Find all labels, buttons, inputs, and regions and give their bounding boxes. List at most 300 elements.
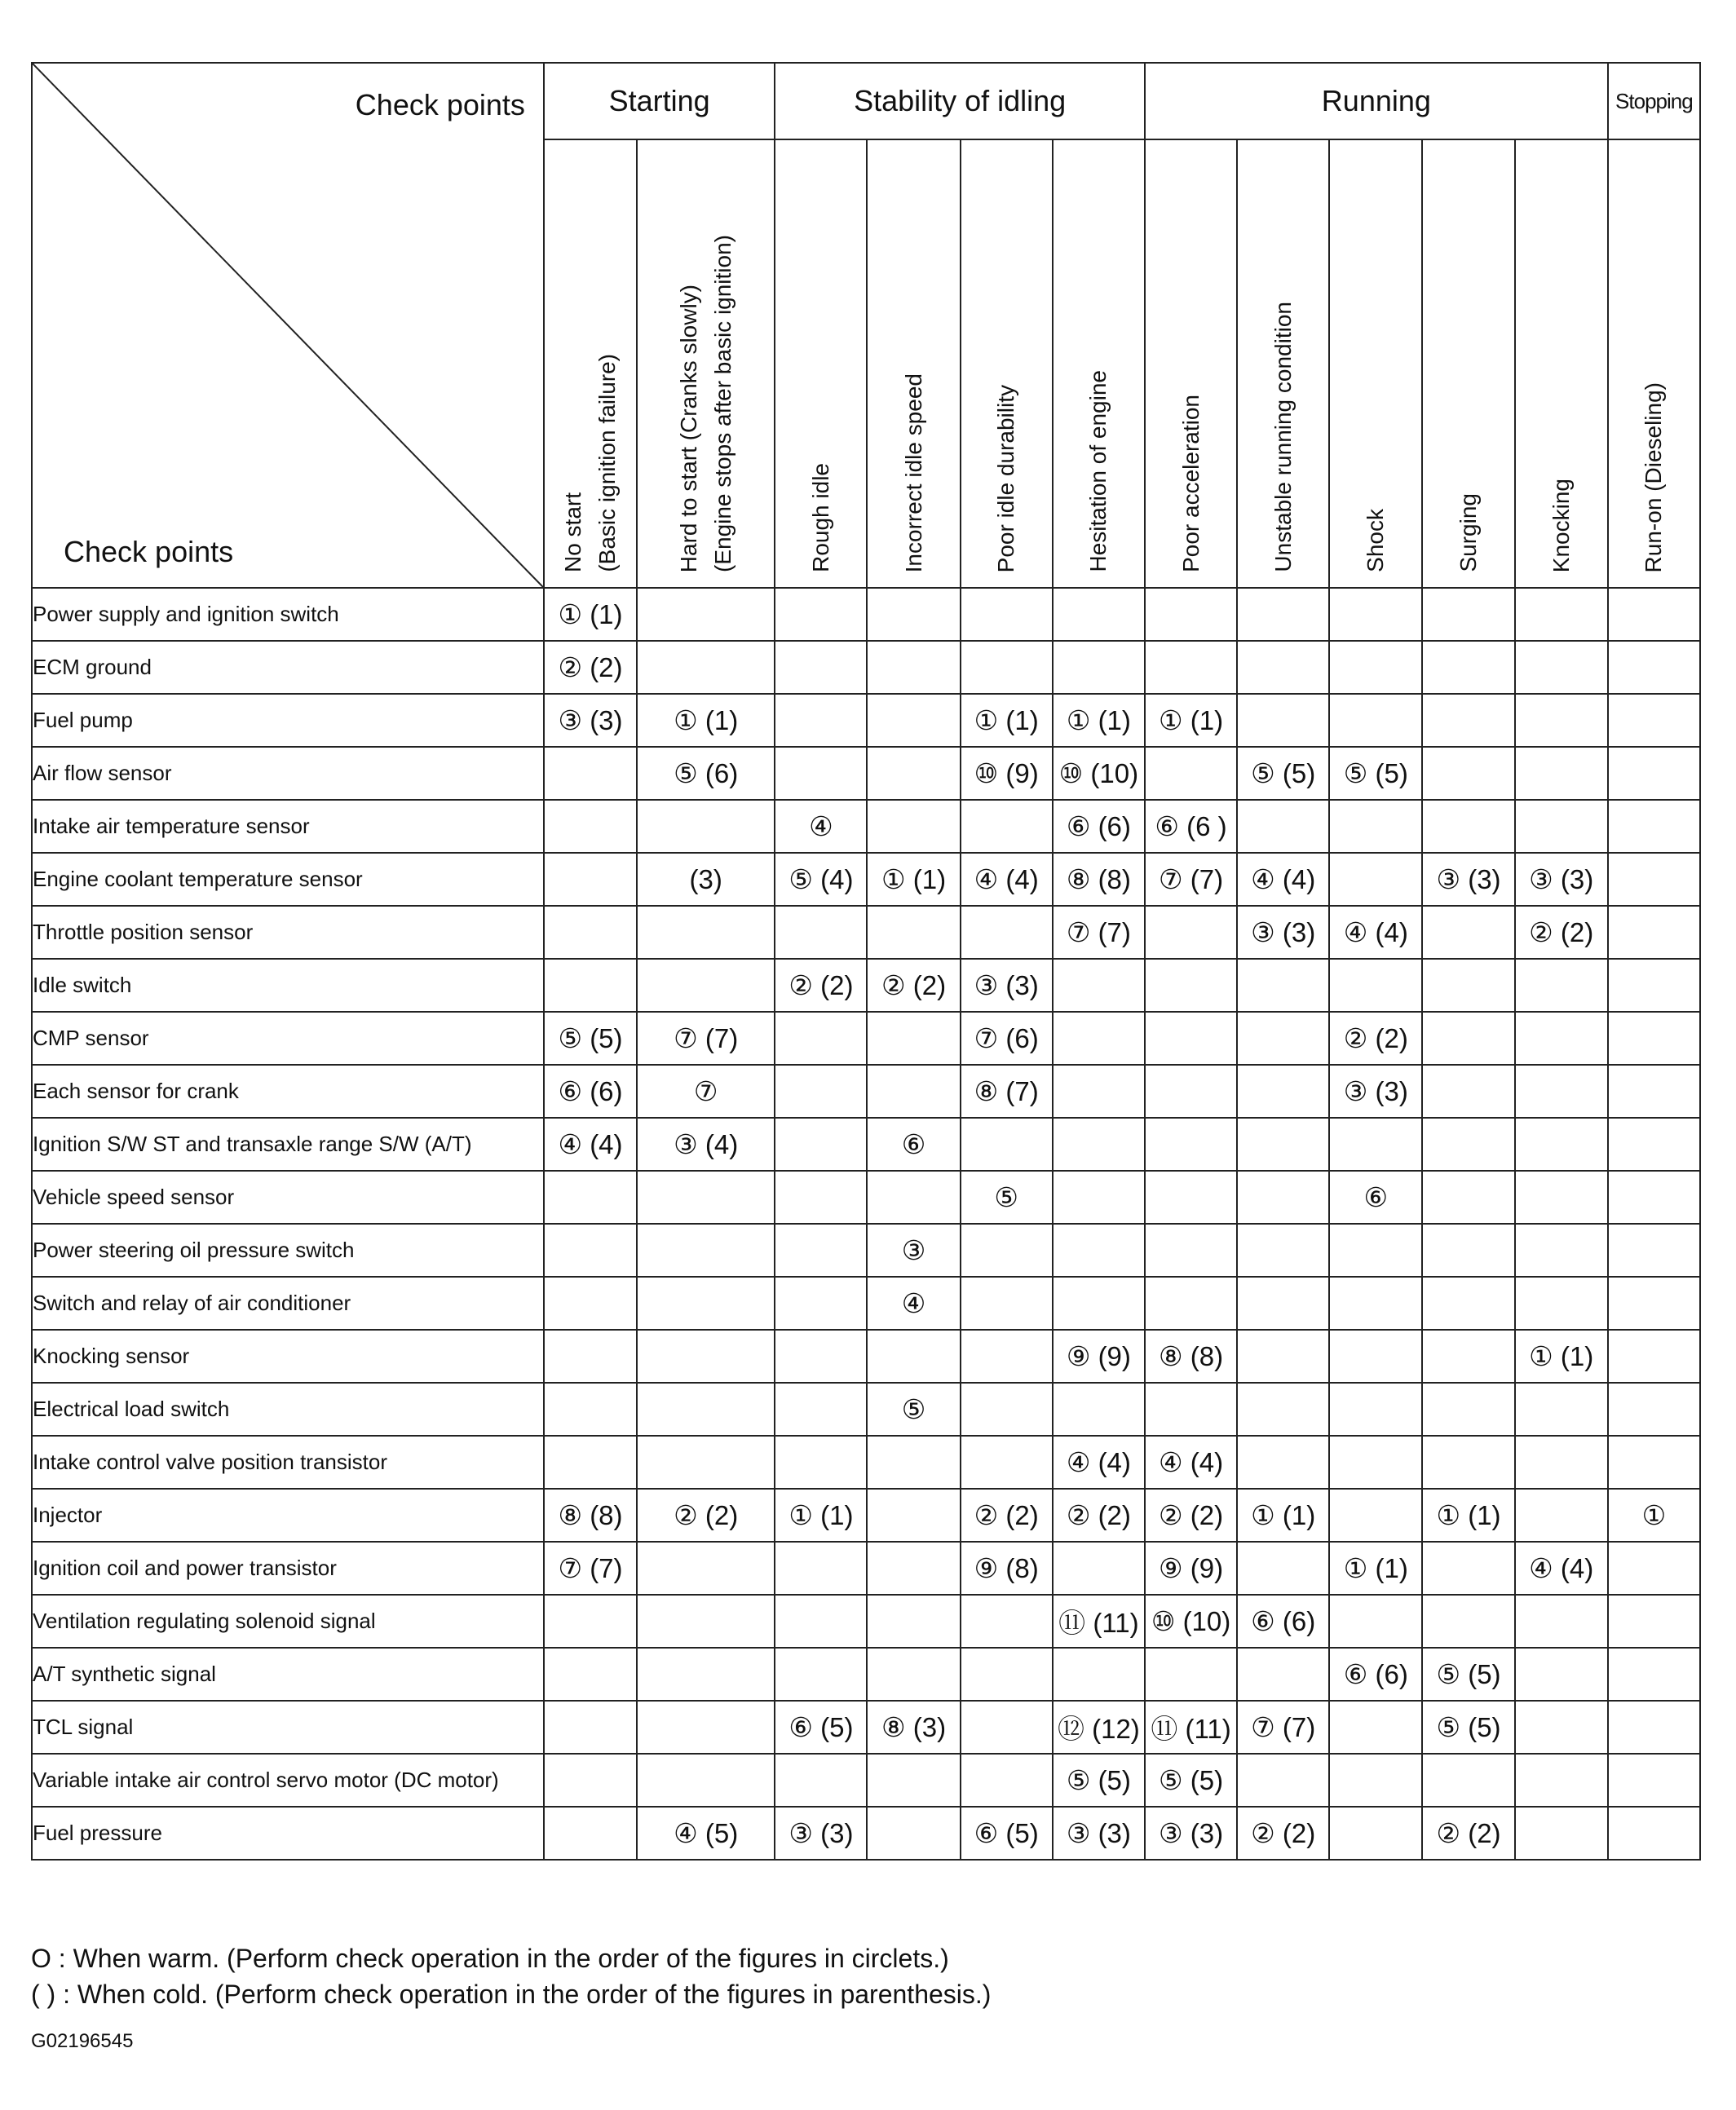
- check-order-cell: [1515, 1065, 1608, 1118]
- check-order-cell: [1145, 1171, 1237, 1224]
- check-item-label: Ignition S/W ST and transaxle range S/W (A/T): [32, 1118, 544, 1171]
- check-order-cell: ⑥: [867, 1118, 960, 1171]
- check-order-cell: [775, 1648, 867, 1701]
- check-order-cell: [1329, 1436, 1422, 1489]
- check-order-cell: ④: [775, 800, 867, 853]
- table-row: [32, 1595, 1700, 1648]
- check-order-cell: [1515, 1383, 1608, 1436]
- check-order-cell: [1329, 1277, 1422, 1330]
- check-order-cell: [1329, 1489, 1422, 1542]
- check-order-cell: [1145, 1383, 1237, 1436]
- check-order-cell: ⑥ (5): [775, 1701, 867, 1754]
- check-order-cell: ③ (3): [1329, 1065, 1422, 1118]
- check-order-cell: ③ (3): [775, 1807, 867, 1860]
- check-order-cell: [1145, 747, 1237, 800]
- check-item-label: TCL signal: [32, 1701, 544, 1754]
- check-item-label: Throttle position sensor: [32, 906, 544, 959]
- check-order-cell: ⑦ (7): [1053, 906, 1145, 959]
- table-row: [32, 1171, 1700, 1224]
- check-order-cell: [961, 1118, 1053, 1171]
- table-row: [32, 1754, 1700, 1807]
- check-order-cell: [1422, 800, 1514, 853]
- check-order-cell: [1237, 588, 1329, 641]
- check-order-cell: [637, 1754, 775, 1807]
- table-row: [32, 1542, 1700, 1595]
- check-order-cell: ⑤ (4): [775, 853, 867, 906]
- check-order-cell: [1145, 906, 1237, 959]
- check-order-cell: [1608, 1436, 1700, 1489]
- column-axis-label: Check points: [355, 88, 525, 121]
- check-order-cell: [775, 1595, 867, 1648]
- table-row: [32, 1701, 1700, 1754]
- check-order-cell: [1608, 1118, 1700, 1171]
- check-order-cell: [1515, 1754, 1608, 1807]
- check-order-cell: [1422, 1754, 1514, 1807]
- check-order-cell: ⑧ (3): [867, 1701, 960, 1754]
- check-order-cell: ② (2): [1329, 1012, 1422, 1065]
- table-row: [32, 1489, 1700, 1542]
- check-order-cell: [1608, 1171, 1700, 1224]
- check-item-label: Vehicle speed sensor: [32, 1171, 544, 1224]
- footer: [31, 1940, 991, 2053]
- check-order-cell: [544, 1330, 637, 1383]
- check-order-cell: [1053, 959, 1145, 1012]
- check-order-cell: [1515, 747, 1608, 800]
- check-order-cell: ④ (4): [1329, 906, 1422, 959]
- check-order-cell: [1515, 959, 1608, 1012]
- check-order-cell: [1422, 1277, 1514, 1330]
- check-order-cell: [1237, 641, 1329, 694]
- check-order-cell: [637, 641, 775, 694]
- check-item-label: Fuel pressure: [32, 1807, 544, 1860]
- group-starting: Starting: [544, 63, 775, 139]
- check-order-cell: [1237, 1065, 1329, 1118]
- table-row: [32, 1012, 1700, 1065]
- check-order-cell: [1608, 853, 1700, 906]
- check-order-cell: [1608, 906, 1700, 959]
- check-order-cell: ② (2): [867, 959, 960, 1012]
- check-order-cell: [775, 694, 867, 747]
- check-order-cell: ① (1): [1422, 1489, 1514, 1542]
- column-header-text: Surging: [1456, 493, 1481, 572]
- check-order-cell: [775, 588, 867, 641]
- check-order-cell: [1515, 1171, 1608, 1224]
- check-order-cell: ② (2): [637, 1489, 775, 1542]
- check-order-cell: [775, 1118, 867, 1171]
- check-order-cell: ⑥ (6): [1237, 1595, 1329, 1648]
- check-order-cell: ① (1): [867, 853, 960, 906]
- check-order-cell: [1145, 1648, 1237, 1701]
- group-stopping: Stopping: [1608, 63, 1700, 139]
- check-order-cell: [1237, 1383, 1329, 1436]
- check-order-cell: [1515, 1648, 1608, 1701]
- table-row: [32, 906, 1700, 959]
- check-order-cell: ④ (4): [1053, 1436, 1145, 1489]
- check-order-cell: [867, 747, 960, 800]
- check-order-cell: [775, 1330, 867, 1383]
- check-order-cell: [1515, 588, 1608, 641]
- check-order-cell: [1237, 800, 1329, 853]
- table-row: [32, 1436, 1700, 1489]
- check-item-label: ECM ground: [32, 641, 544, 694]
- column-header: [544, 139, 637, 588]
- column-header-text: Knocking: [1548, 478, 1574, 572]
- check-order-cell: ④ (4): [961, 853, 1053, 906]
- check-order-cell: [775, 1383, 867, 1436]
- check-order-cell: [1515, 1595, 1608, 1648]
- check-order-cell: [1329, 1118, 1422, 1171]
- check-order-cell: [1608, 959, 1700, 1012]
- check-order-cell: [1422, 1012, 1514, 1065]
- check-order-cell: [961, 1701, 1053, 1754]
- check-order-cell: [1053, 1648, 1145, 1701]
- check-order-cell: ⑤ (5): [1145, 1754, 1237, 1807]
- check-order-cell: ⑤ (5): [1329, 747, 1422, 800]
- check-order-cell: ⑨ (8): [961, 1542, 1053, 1595]
- check-order-cell: [1329, 1754, 1422, 1807]
- check-order-cell: [1329, 1330, 1422, 1383]
- check-points-table: [31, 62, 1701, 1861]
- check-order-cell: [1608, 1807, 1700, 1860]
- column-header-text: Shock: [1363, 509, 1389, 572]
- check-order-cell: [1237, 959, 1329, 1012]
- check-item-label: CMP sensor: [32, 1012, 544, 1065]
- column-header: [867, 139, 960, 588]
- check-order-cell: [1608, 641, 1700, 694]
- check-order-cell: ① (1): [1515, 1330, 1608, 1383]
- column-header-text: Incorrect idle speed: [900, 373, 926, 572]
- check-order-cell: [1053, 1277, 1145, 1330]
- check-order-cell: [1329, 1224, 1422, 1277]
- check-order-cell: [867, 694, 960, 747]
- check-order-cell: [637, 1171, 775, 1224]
- column-header-text: Poor idle durability: [993, 384, 1019, 572]
- check-order-cell: ⑥ (5): [961, 1807, 1053, 1860]
- check-order-cell: [1608, 1012, 1700, 1065]
- check-order-cell: [1515, 800, 1608, 853]
- check-order-cell: [867, 906, 960, 959]
- check-item-label: Ignition coil and power transistor: [32, 1542, 544, 1595]
- check-order-cell: [1237, 1648, 1329, 1701]
- check-order-cell: [867, 1542, 960, 1595]
- check-order-cell: [961, 1224, 1053, 1277]
- table-row: [32, 959, 1700, 1012]
- check-order-cell: [1422, 1118, 1514, 1171]
- check-order-cell: [544, 1436, 637, 1489]
- check-order-cell: [544, 853, 637, 906]
- check-order-cell: [1422, 1330, 1514, 1383]
- check-order-cell: [1608, 1701, 1700, 1754]
- check-order-cell: ⑤ (5): [1422, 1701, 1514, 1754]
- check-order-cell: [775, 1277, 867, 1330]
- check-order-cell: [867, 1595, 960, 1648]
- check-order-cell: [1422, 906, 1514, 959]
- check-order-cell: [544, 1171, 637, 1224]
- group-stability-of-idling: Stability of idling: [775, 63, 1145, 139]
- check-order-cell: [1422, 1383, 1514, 1436]
- check-order-cell: [1329, 641, 1422, 694]
- check-order-cell: [1422, 1224, 1514, 1277]
- check-order-cell: [1422, 641, 1514, 694]
- table-row: [32, 1330, 1700, 1383]
- table-row: [32, 1065, 1700, 1118]
- check-order-cell: ①: [1608, 1489, 1700, 1542]
- check-order-cell: [961, 1330, 1053, 1383]
- column-header-text: (Engine stops after basic ignition): [709, 235, 735, 572]
- column-header-text: (Basic ignition failure): [594, 354, 620, 572]
- check-item-label: Intake air temperature sensor: [32, 800, 544, 853]
- check-order-cell: [1329, 959, 1422, 1012]
- check-order-cell: ② (2): [775, 959, 867, 1012]
- check-order-cell: [961, 1436, 1053, 1489]
- check-order-cell: [1053, 588, 1145, 641]
- check-order-cell: [867, 1330, 960, 1383]
- check-order-cell: [1237, 1118, 1329, 1171]
- table-row: [32, 1648, 1700, 1701]
- check-item-label: Knocking sensor: [32, 1330, 544, 1383]
- check-order-cell: ⑪ (11): [1053, 1595, 1145, 1648]
- table-row: [32, 747, 1700, 800]
- check-order-cell: [1237, 1436, 1329, 1489]
- check-order-cell: [1608, 1595, 1700, 1648]
- check-order-cell: [637, 1648, 775, 1701]
- check-order-cell: [1329, 1807, 1422, 1860]
- check-item-label: Injector: [32, 1489, 544, 1542]
- check-item-label: Power supply and ignition switch: [32, 588, 544, 641]
- check-order-cell: [1608, 588, 1700, 641]
- check-order-cell: [637, 588, 775, 641]
- column-header: [961, 139, 1053, 588]
- check-order-cell: [637, 1330, 775, 1383]
- check-order-cell: [544, 959, 637, 1012]
- check-order-cell: [1329, 694, 1422, 747]
- check-order-cell: [1053, 1012, 1145, 1065]
- check-order-cell: [1145, 1118, 1237, 1171]
- check-item-label: Idle switch: [32, 959, 544, 1012]
- check-item-label: Engine coolant temperature sensor: [32, 853, 544, 906]
- check-order-cell: [1422, 959, 1514, 1012]
- check-order-cell: [1145, 1277, 1237, 1330]
- check-item-label: A/T synthetic signal: [32, 1648, 544, 1701]
- check-order-cell: ⑤ (5): [544, 1012, 637, 1065]
- check-order-cell: [637, 800, 775, 853]
- check-order-cell: ⑦ (6): [961, 1012, 1053, 1065]
- check-order-cell: ⑥ (6): [1329, 1648, 1422, 1701]
- check-order-cell: [544, 1648, 637, 1701]
- table-row: [32, 1807, 1700, 1860]
- column-header: [1053, 139, 1145, 588]
- check-order-cell: [1053, 1383, 1145, 1436]
- check-order-cell: [637, 1701, 775, 1754]
- check-order-cell: ① (1): [1329, 1542, 1422, 1595]
- check-order-cell: [1608, 800, 1700, 853]
- check-order-cell: [1422, 1171, 1514, 1224]
- check-order-cell: [1422, 1542, 1514, 1595]
- check-item-label: Switch and relay of air conditioner: [32, 1277, 544, 1330]
- check-order-cell: [544, 1595, 637, 1648]
- column-header: [775, 139, 867, 588]
- check-item-label: Variable intake air control servo motor (DC motor): [32, 1754, 544, 1807]
- check-order-cell: [961, 1277, 1053, 1330]
- check-order-cell: [637, 1542, 775, 1595]
- check-order-cell: [544, 1701, 637, 1754]
- check-item-label: Intake control valve position transistor: [32, 1436, 544, 1489]
- check-order-cell: [1422, 1595, 1514, 1648]
- check-order-cell: [775, 1542, 867, 1595]
- check-order-cell: [544, 1224, 637, 1277]
- check-order-cell: [961, 1595, 1053, 1648]
- check-order-cell: ① (1): [961, 694, 1053, 747]
- check-order-cell: ⑧ (8): [1145, 1330, 1237, 1383]
- check-order-cell: [1053, 641, 1145, 694]
- check-order-cell: ⑪ (11): [1145, 1701, 1237, 1754]
- check-item-label: Each sensor for crank: [32, 1065, 544, 1118]
- check-order-cell: ② (2): [1145, 1489, 1237, 1542]
- table-row: [32, 694, 1700, 747]
- check-item-label: Air flow sensor: [32, 747, 544, 800]
- check-order-cell: [544, 1807, 637, 1860]
- check-order-cell: [1329, 1595, 1422, 1648]
- check-order-cell: [544, 906, 637, 959]
- check-order-cell: ④ (4): [1515, 1542, 1608, 1595]
- check-order-cell: [961, 1754, 1053, 1807]
- check-order-cell: ③ (3): [1515, 853, 1608, 906]
- check-order-cell: [1237, 1171, 1329, 1224]
- check-order-cell: [1145, 959, 1237, 1012]
- check-order-cell: ⑧ (7): [961, 1065, 1053, 1118]
- check-order-cell: [1237, 1224, 1329, 1277]
- check-item-label: Ventilation regulating solenoid signal: [32, 1595, 544, 1648]
- check-order-cell: [1145, 641, 1237, 694]
- check-order-cell: ③ (3): [1053, 1807, 1145, 1860]
- check-order-cell: [1329, 1701, 1422, 1754]
- check-order-cell: [961, 588, 1053, 641]
- check-order-cell: ③ (3): [1422, 853, 1514, 906]
- check-order-cell: ② (2): [1515, 906, 1608, 959]
- check-order-cell: ⑨ (9): [1145, 1542, 1237, 1595]
- check-order-cell: ⑩ (9): [961, 747, 1053, 800]
- check-order-cell: ⑥: [1329, 1171, 1422, 1224]
- check-order-cell: [637, 906, 775, 959]
- check-order-cell: [961, 906, 1053, 959]
- check-order-cell: ⑧ (8): [1053, 853, 1145, 906]
- check-order-cell: [1515, 1118, 1608, 1171]
- check-order-cell: [1608, 1277, 1700, 1330]
- check-order-cell: [1608, 747, 1700, 800]
- check-order-cell: [775, 1171, 867, 1224]
- column-header-text: No start: [559, 492, 585, 572]
- check-order-cell: ④ (4): [1145, 1436, 1237, 1489]
- check-order-cell: ④ (5): [637, 1807, 775, 1860]
- check-order-cell: [1053, 1224, 1145, 1277]
- check-order-cell: [1422, 588, 1514, 641]
- check-order-cell: [867, 588, 960, 641]
- check-item-label: Power steering oil pressure switch: [32, 1224, 544, 1277]
- check-order-cell: [1422, 747, 1514, 800]
- check-order-cell: [1515, 1807, 1608, 1860]
- check-order-cell: [1608, 694, 1700, 747]
- check-order-cell: [867, 1012, 960, 1065]
- check-order-cell: ③ (3): [961, 959, 1053, 1012]
- check-order-cell: [867, 1807, 960, 1860]
- check-order-cell: ⑤: [867, 1383, 960, 1436]
- row-axis-label: Check points: [64, 535, 234, 568]
- check-item-label: Fuel pump: [32, 694, 544, 747]
- check-order-cell: [1515, 1224, 1608, 1277]
- check-order-cell: [1515, 694, 1608, 747]
- check-order-cell: ⑦: [637, 1065, 775, 1118]
- check-order-cell: [961, 1648, 1053, 1701]
- column-header: [1145, 139, 1237, 588]
- check-order-cell: [1329, 588, 1422, 641]
- column-header: [637, 139, 775, 588]
- table-row: [32, 800, 1700, 853]
- check-order-cell: ① (1): [637, 694, 775, 747]
- check-order-cell: ③ (3): [1145, 1807, 1237, 1860]
- column-header: [1237, 139, 1329, 588]
- table-row: [32, 588, 1700, 641]
- group-running: Running: [1145, 63, 1608, 139]
- check-order-cell: [544, 1383, 637, 1436]
- figure-code: G02196545: [31, 2030, 134, 2052]
- check-order-cell: [1329, 1383, 1422, 1436]
- check-order-cell: ⑤ (5): [1237, 747, 1329, 800]
- check-order-cell: [637, 1595, 775, 1648]
- check-order-cell: [1237, 694, 1329, 747]
- check-order-cell: [775, 641, 867, 694]
- column-header: [1515, 139, 1608, 588]
- check-order-cell: ⑤ (5): [1053, 1754, 1145, 1807]
- check-order-cell: [637, 959, 775, 1012]
- column-header: [1422, 139, 1514, 588]
- check-order-cell: [1237, 1754, 1329, 1807]
- check-order-cell: ② (2): [1237, 1807, 1329, 1860]
- column-header: [1608, 139, 1700, 588]
- table-row: [32, 853, 1700, 906]
- check-order-cell: ③ (4): [637, 1118, 775, 1171]
- check-order-cell: ② (2): [961, 1489, 1053, 1542]
- check-order-cell: [775, 1436, 867, 1489]
- column-header: [1329, 139, 1422, 588]
- corner-diagonal: [33, 64, 543, 587]
- check-order-cell: [1237, 1277, 1329, 1330]
- check-order-cell: ⑩ (10): [1053, 747, 1145, 800]
- check-order-cell: [961, 800, 1053, 853]
- check-order-cell: [867, 800, 960, 853]
- check-order-cell: ④: [867, 1277, 960, 1330]
- check-order-cell: [867, 1489, 960, 1542]
- check-order-cell: [1053, 1118, 1145, 1171]
- table-corner: [32, 63, 544, 588]
- check-order-cell: [867, 1065, 960, 1118]
- check-order-cell: ① (1): [544, 588, 637, 641]
- check-order-cell: [1515, 641, 1608, 694]
- check-order-cell: ⑧ (8): [544, 1489, 637, 1542]
- check-order-cell: ② (2): [1053, 1489, 1145, 1542]
- check-order-cell: [867, 1754, 960, 1807]
- check-order-cell: [544, 800, 637, 853]
- check-order-cell: ④ (4): [544, 1118, 637, 1171]
- check-order-cell: ⑥ (6): [1053, 800, 1145, 853]
- check-order-cell: [1145, 1012, 1237, 1065]
- check-order-cell: [1329, 853, 1422, 906]
- check-order-cell: ⑤ (5): [1422, 1648, 1514, 1701]
- check-order-cell: [1145, 588, 1237, 641]
- column-header-text: Hesitation of engine: [1085, 370, 1111, 572]
- check-order-cell: [1515, 1489, 1608, 1542]
- table-row: [32, 1118, 1700, 1171]
- check-order-cell: [961, 1383, 1053, 1436]
